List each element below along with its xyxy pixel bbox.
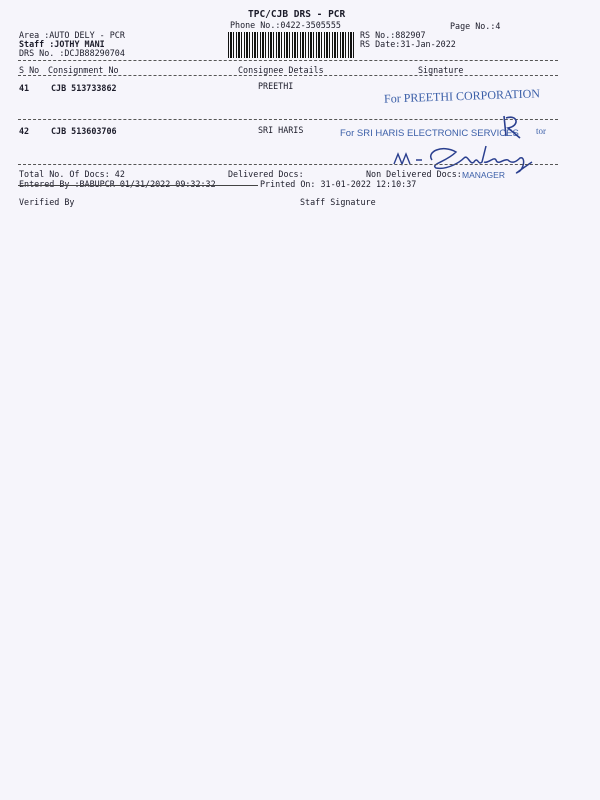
- phone-number: Phone No.:0422-3505555: [230, 20, 341, 30]
- company-stamp: For SRI HARIS ELECTRONIC SERVICES: [340, 128, 519, 139]
- printed-on: Printed On: 31-01-2022 12:10:37: [260, 179, 417, 189]
- stamp-fragment: tor: [536, 126, 546, 136]
- company-stamp: For PREETHI CORPORATION: [383, 86, 541, 106]
- row-sno: 42: [19, 126, 30, 136]
- page-number: Page No.:4: [450, 21, 501, 31]
- row-consignee: SRI HARIS: [258, 125, 304, 135]
- verified-by: Verified By: [19, 197, 75, 207]
- column-header-consignee: Consignee Details: [238, 65, 324, 75]
- row-consignee: PREETHI: [258, 81, 294, 91]
- column-header-sno: S No: [19, 65, 40, 75]
- column-header-consignment: Consignment No: [48, 65, 119, 75]
- row-consignment-number: CJB 513733862: [51, 83, 117, 93]
- divider: [18, 60, 558, 61]
- delivered-docs: Delivered Docs:: [228, 169, 304, 179]
- column-header-signature: Signature: [418, 65, 464, 75]
- staff-label: Staff :JOTHY MANI: [19, 39, 105, 49]
- area-label: Area :AUTO DELY - PCR: [19, 30, 125, 40]
- barcode: [228, 32, 356, 58]
- row-sno: 41: [19, 83, 30, 93]
- entered-by: Entered By :BABUPCR 01/31/2022 09:32:32: [19, 179, 216, 189]
- manager-label: MANAGER: [462, 170, 505, 180]
- divider: [18, 164, 558, 165]
- rs-number: RS No.:882907: [360, 30, 426, 40]
- drs-number: DRS No. :DCJB88290704: [19, 48, 125, 58]
- staff-signature: Staff Signature: [300, 197, 376, 207]
- divider: [18, 185, 258, 186]
- total-docs: Total No. Of Docs: 42: [19, 169, 125, 179]
- row-consignment-number: CJB 513603706: [51, 126, 117, 136]
- rs-date: RS Date:31-Jan-2022: [360, 39, 456, 49]
- document-title: TPC/CJB DRS - PCR: [248, 9, 346, 20]
- divider: [18, 75, 558, 76]
- non-delivered-docs: Non Delivered Docs:: [366, 169, 462, 179]
